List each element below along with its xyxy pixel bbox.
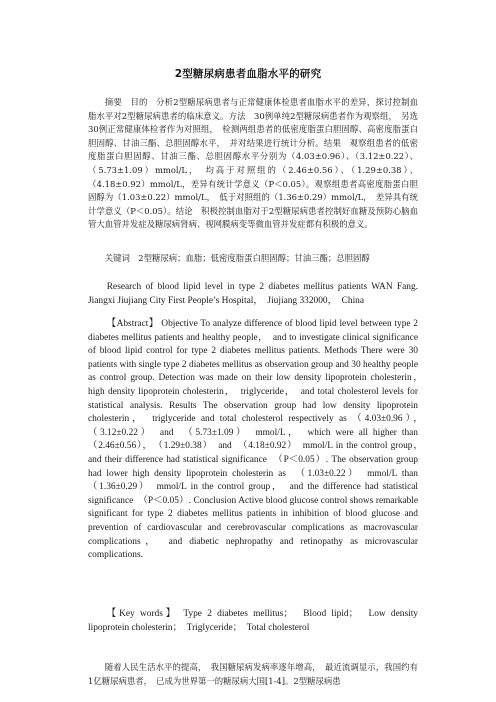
abstract-en: 【Abstract】 Objective To analyze difference of blood lipid level between type 2 diabetes mellitus patients and healthy people， and to investigate clinical significance of blood lipid control for type 2 diabetes mellitus patients. Methods There were 30 patients with single type 2 diabetes mellitus as observation group and 30 healthy people as control group. Detection was made on their low density lipoprotein cholesterin， high density lipoprotein cholesterin， triglyceride， and total cholesterol levels for statistical analysis. Results The observation group had low density lipoprotein cholesterin， triglyceride and total cholesterol respectively as （4.03±0.96）， （3.12±0.22） and （5.73±1.09） mmol/L， which were all higher than （2.46±0.56）， （1.29±0.38） and （4.18±0.92） mmol/L in the control group， and their difference had statistical significance （P＜0.05）. The observation group had lower high density lipoprotein cholesterin as （1.03±0.22） mmol/L than （1.36±0.29） mmol/L in the control group， and the difference had statistical significance （P＜0.05）. Conclusion Active blood glucose control shows remarkable significant for type 2 diabetes mellitus patients in inhibition of blood glucose and prevention of cardiovascular and cerebrovascular complications as macrovascular complications， and diabetic nephropathy and retinopathy as microvascular complications. [88, 319, 428, 561]
abstract-zh: 摘要 目的 分析2型糖尿病患者与正常健康体检患者血脂水平的差异，探讨控制血脂水平对2型糖尿病患者的临床意义。方法 30例单纯2型糖尿病患者作为观察组， 另选30例正常健康体检者作为对照组， 检测两组患者的低密度脂蛋白胆固醇、高密度脂蛋白胆固醇、甘油三酯、总胆固醇水平， 并对结果进行统计分析。结果 观察组患者的低密度脂蛋白胆固醇、甘油三酯、总胆固醇水平分别为（4.03±0.96）、（3.12±0.22）、（5.73±1.09）mmol/L， 均高于对照组的（2.46±0.56）、（1.29±0.38）、（4.18±0.92）mmol/L，差异有统计学意义（P＜0.05）。观察组患者高密度脂蛋白胆固醇为（1.03±0.22）mmol/L， 低于对照组的（1.36±0.29）mmol/L， 差异具有统计学意义（P＜0.05）。结论 积极控制血脂对于2型糖尿病患者控制好血糖及预防心脑血管大血管并发症及糖尿病肾病、视网膜病变等微血管并发症都有积极的意义。 [88, 97, 418, 230]
body-paragraph: 随着人民生活水平的提高， 我国糖尿病发病率逐年增高， 最近流调显示，我国约有1亿糖尿病患者， 已成为世界第一的糖尿病大国[1-4]。2型糖尿病患 [88, 662, 418, 686]
paper-title: 2型糖尿病患者血脂水平的研究 [174, 68, 322, 80]
keywords-zh: 关键词 2型糖尿病；血脂；低密度脂蛋白胆固醇；甘油三酯；总胆固醇 [104, 253, 370, 263]
affiliation-en: Research of blood lipid level in type 2 diabetes mellitus patients WAN Fang. Jiangxi Jiujiang City First People’s Hospital， Jiujiang 332000， China [88, 282, 418, 306]
keywords-en: 【Key words】 Type 2 diabetes mellitus； Blood lipid； Low density lipoprotein cholesterin； Triglyceride； Total cholesterol [88, 609, 418, 633]
